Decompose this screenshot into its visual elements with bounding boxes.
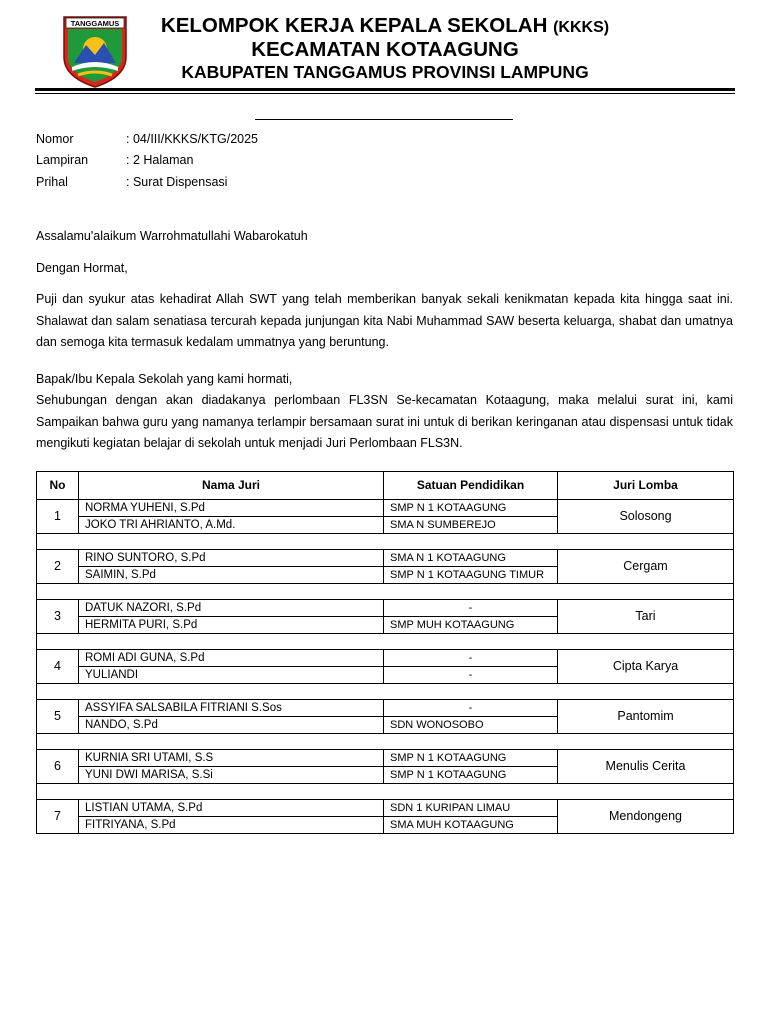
- table-spacer-row: [37, 634, 734, 650]
- cell-juri-lomba: Mendongeng: [558, 800, 734, 834]
- cell-satuan-pendidikan: -: [384, 650, 558, 667]
- table-spacer-row: [37, 784, 734, 800]
- cell-juri-lomba: Pantomim: [558, 700, 734, 734]
- cell-nama-juri: ASSYIFA SALSABILA FITRIANI S.Sos: [79, 700, 384, 717]
- prihal-label: Prihal: [36, 175, 68, 189]
- cell-satuan-pendidikan: -: [384, 600, 558, 617]
- meta-prihal: [36, 175, 227, 189]
- cell-no: 3: [37, 600, 79, 634]
- header-juri-lomba: Juri Lomba: [558, 472, 734, 500]
- header-satuan-pendidikan: Satuan Pendidikan: [384, 472, 558, 500]
- table-header-row: [37, 472, 734, 500]
- cell-nama-juri: FITRIYANA, S.Pd: [79, 817, 384, 834]
- cell-nama-juri: YUNI DWI MARISA, S.Si: [79, 767, 384, 784]
- nomor-label: Nomor: [36, 132, 74, 146]
- table-row: [37, 550, 734, 567]
- cell-satuan-pendidikan: -: [384, 667, 558, 684]
- jury-table-body: [37, 500, 734, 834]
- cell-nama-juri: LISTIAN UTAMA, S.Pd: [79, 800, 384, 817]
- cell-nama-juri: HERMITA PURI, S.Pd: [79, 617, 384, 634]
- kop-org-abbr: (KKKS): [553, 19, 610, 36]
- cell-satuan-pendidikan: SDN 1 KURIPAN LIMAU: [384, 800, 558, 817]
- cell-no: 1: [37, 500, 79, 534]
- cell-nama-juri: NANDO, S.Pd: [79, 717, 384, 734]
- kop-line-3: KABUPATEN TANGGAMUS PROVINSI LAMPUNG: [181, 62, 589, 82]
- cell-nama-juri: SAIMIN, S.Pd: [79, 567, 384, 584]
- table-row: [37, 500, 734, 517]
- cell-nama-juri: YULIANDI: [79, 667, 384, 684]
- cell-juri-lomba: Menulis Cerita: [558, 750, 734, 784]
- prihal-value: : Surat Dispensasi: [126, 175, 228, 189]
- cell-juri-lomba: Tari: [558, 600, 734, 634]
- cell-no: 6: [37, 750, 79, 784]
- table-row: [37, 800, 734, 817]
- cell-nama-juri: ROMI ADI GUNA, S.Pd: [79, 650, 384, 667]
- cell-satuan-pendidikan: SMA N 1 KOTAAGUNG: [384, 550, 558, 567]
- lampiran-value: : 2 Halaman: [126, 153, 194, 167]
- meta-nomor: [36, 132, 258, 146]
- kop-line-1: [140, 14, 630, 38]
- kop-org-name: KELOMPOK KERJA KEPALA SEKOLAH: [160, 14, 548, 37]
- title-underline: [255, 119, 513, 120]
- cell-no: 7: [37, 800, 79, 834]
- cell-satuan-pendidikan: SMP N 1 KOTAAGUNG TIMUR: [384, 567, 558, 584]
- cell-satuan-pendidikan: SMA N SUMBEREJO: [384, 517, 558, 534]
- cell-satuan-pendidikan: SMA MUH KOTAAGUNG: [384, 817, 558, 834]
- paragraph-address: Bapak/Ibu Kepala Sekolah yang kami hormati,: [36, 372, 293, 386]
- table-spacer-row: [37, 584, 734, 600]
- table-row: [37, 700, 734, 717]
- cell-nama-juri: NORMA YUHENI, S.Pd: [79, 500, 384, 517]
- svg-text:TANGGAMUS: TANGGAMUS: [70, 19, 120, 28]
- spacer-cell: [37, 734, 734, 750]
- lampiran-label: Lampiran: [36, 153, 89, 167]
- kop-line-2: KECAMATAN KOTAAGUNG: [251, 38, 519, 61]
- cell-no: 2: [37, 550, 79, 584]
- jury-table: [36, 471, 734, 834]
- cell-satuan-pendidikan: SDN WONOSOBO: [384, 717, 558, 734]
- cell-satuan-pendidikan: SMP MUH KOTAAGUNG: [384, 617, 558, 634]
- table-row: [37, 650, 734, 667]
- header-nama-juri: Nama Juri: [79, 472, 384, 500]
- meta-lampiran: [36, 153, 193, 167]
- cell-nama-juri: JOKO TRI AHRIANTO, A.Md.: [79, 517, 384, 534]
- cell-nama-juri: DATUK NAZORI, S.Pd: [79, 600, 384, 617]
- nomor-value: : 04/III/KKKS/KTG/2025: [126, 132, 259, 146]
- table-spacer-row: [37, 534, 734, 550]
- header-no: No: [37, 472, 79, 500]
- cell-satuan-pendidikan: SMP N 1 KOTAAGUNG: [384, 500, 558, 517]
- table-row: [37, 750, 734, 767]
- paragraph-opening: Puji dan syukur atas kehadirat Allah SWT yang telah memberikan banyak sekali kenikmatan kepada kita hingga saat ini. Shalawat dan salam senatiasa tercurah kepada junjungan kita Nabi Muhammad SAW beserta keluarga, shabat dan umatnya dan semoga kita termasuk kedalam ummatnya yang beruntung.: [36, 292, 733, 349]
- salutation: Dengan Hormat,: [36, 261, 128, 275]
- cell-satuan-pendidikan: SMP N 1 KOTAAGUNG: [384, 767, 558, 784]
- tanggamus-logo: [60, 13, 130, 89]
- spacer-cell: [37, 534, 734, 550]
- cell-juri-lomba: Cipta Karya: [558, 650, 734, 684]
- cell-nama-juri: RINO SUNTORO, S.Pd: [79, 550, 384, 567]
- spacer-cell: [37, 584, 734, 600]
- table-spacer-row: [37, 684, 734, 700]
- spacer-cell: [37, 784, 734, 800]
- header-rule-thin: [35, 93, 735, 94]
- cell-juri-lomba: Solosong: [558, 500, 734, 534]
- cell-juri-lomba: Cergam: [558, 550, 734, 584]
- header-rule-thick: [35, 88, 735, 91]
- cell-nama-juri: KURNIA SRI UTAMI, S.S: [79, 750, 384, 767]
- cell-satuan-pendidikan: -: [384, 700, 558, 717]
- cell-no: 4: [37, 650, 79, 684]
- paragraph-dispensation: Sehubungan dengan akan diadakanya perlombaan FL3SN Se-kecamatan Kotaagung, maka melalui surat ini, kami Sampaikan bahwa guru yang namanya terlampir bersamaan surat ini untuk di berikan keringanan atau dispensasi untuk tidak mengikuti kegiatan belajar di sekolah untuk menjadi Juri Perlombaan FLS3N.: [36, 393, 733, 450]
- spacer-cell: [37, 684, 734, 700]
- greeting: Assalamu'alaikum Warrohmatullahi Wabarokatuh: [36, 229, 308, 243]
- table-spacer-row: [37, 734, 734, 750]
- table-row: [37, 600, 734, 617]
- cell-satuan-pendidikan: SMP N 1 KOTAAGUNG: [384, 750, 558, 767]
- cell-no: 5: [37, 700, 79, 734]
- spacer-cell: [37, 634, 734, 650]
